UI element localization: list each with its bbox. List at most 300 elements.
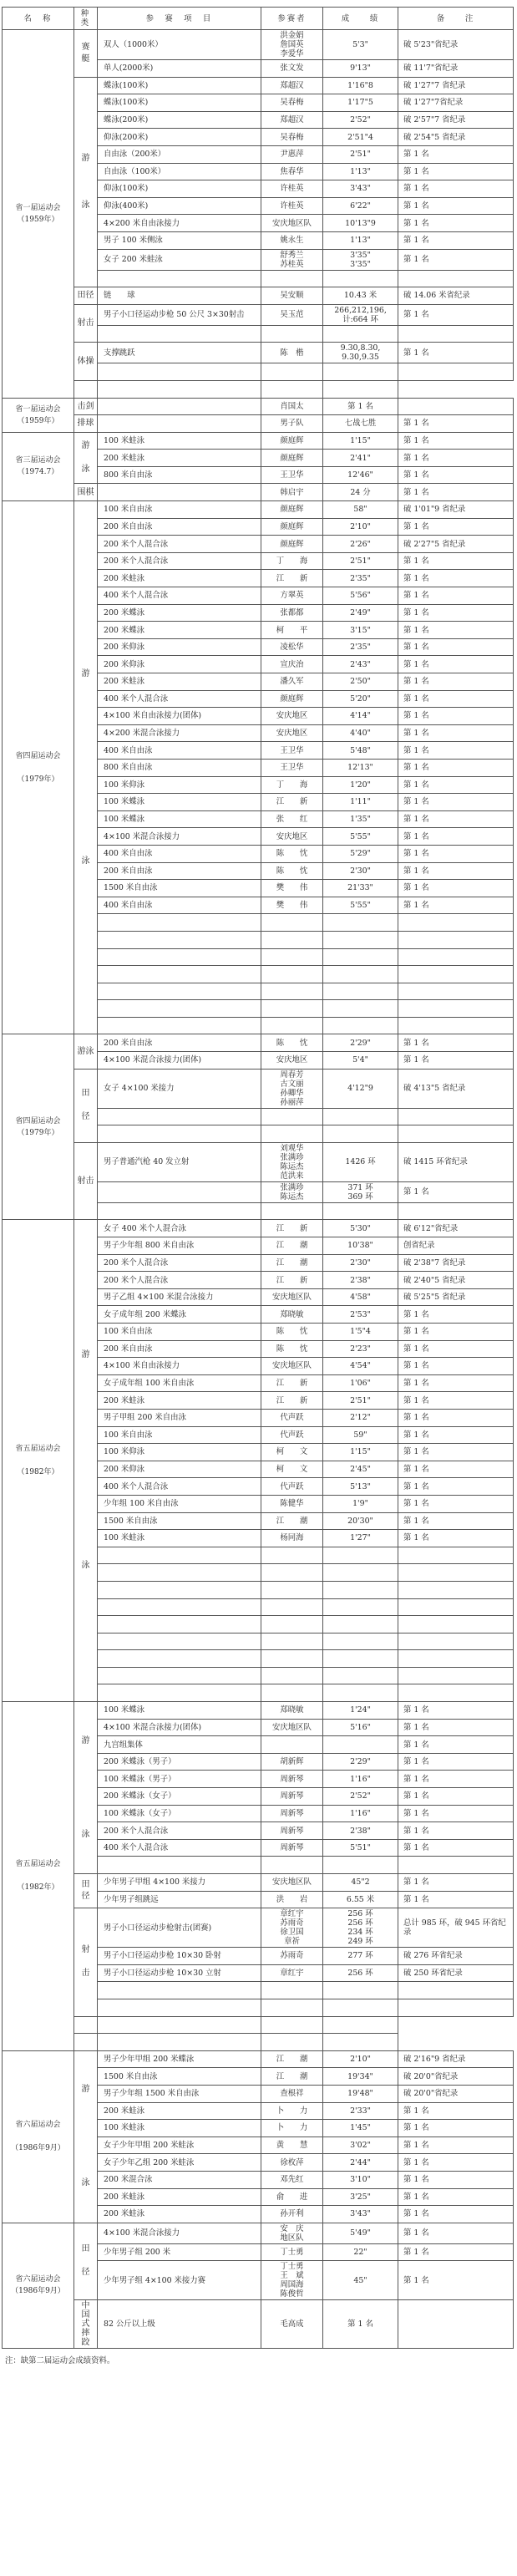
- event-cell: 200 米蝶泳（女子）: [98, 1788, 261, 1806]
- participant-cell: 江 潮: [261, 1254, 323, 1272]
- result-cell: 12'46": [323, 466, 398, 484]
- participant-cell: 安庆地区队: [261, 215, 323, 232]
- participant-cell: [261, 931, 323, 948]
- table-row: [3, 1142, 514, 1181]
- participant-cell: [261, 363, 323, 381]
- table-row: [3, 2016, 514, 2034]
- participant-cell: 吴安顺: [261, 287, 323, 305]
- participant-cell: 郑晓敏: [261, 1702, 323, 1720]
- result-cell: [323, 914, 398, 932]
- event-cell: 女子 400 米个人混合泳: [98, 1220, 261, 1237]
- event-cell: 少年男子组 200 米: [98, 2243, 261, 2261]
- event-cell: [98, 1650, 261, 1668]
- note-cell: [398, 931, 514, 948]
- event-cell: 400 米个人混合泳: [98, 690, 261, 708]
- note-cell: 破 2'54"5 省纪录: [398, 129, 514, 146]
- note-cell: 第 1 名: [398, 759, 514, 776]
- note-cell: 第 1 名: [398, 2223, 514, 2243]
- event-cell: [98, 1181, 261, 1202]
- participant-cell: [261, 1202, 323, 1220]
- note-cell: 第 1 名: [398, 1181, 514, 1202]
- category-cell: 田 径: [74, 2223, 98, 2300]
- note-cell: [398, 1598, 514, 1616]
- event-cell: 少年男子甲组 4×100 米接力: [98, 1874, 261, 1892]
- note-cell: 破 11'7"省纪录: [398, 60, 514, 78]
- result-cell: 2'29": [323, 1753, 398, 1771]
- participant-cell: 颜庭辉: [261, 450, 323, 467]
- event-cell: 4×100 米混合泳接力(团体): [98, 1052, 261, 1070]
- note-cell: 第 1 名: [398, 304, 514, 325]
- note-cell: 第 1 名: [398, 2154, 514, 2172]
- result-cell: 5'4": [323, 1052, 398, 1070]
- category-cell: 游 泳: [74, 77, 98, 287]
- result-cell: 1'5"4: [323, 1324, 398, 1341]
- event-cell: 链 球: [98, 287, 261, 305]
- note-cell: 第 1 名: [398, 180, 514, 198]
- participant-cell: 陈 忱: [261, 1034, 323, 1052]
- result-cell: [323, 1650, 398, 1668]
- note-cell: [398, 1202, 514, 1220]
- result-cell: 5'55": [323, 897, 398, 914]
- note-cell: 第 1 名: [398, 1392, 514, 1410]
- category-cell: 游 泳: [74, 2050, 98, 2223]
- category-cell: 田径: [74, 287, 98, 305]
- category-cell: 田 径: [74, 1069, 98, 1142]
- event-cell: 4×100 米自由泳接力: [98, 1358, 261, 1375]
- participant-cell: 王卫华: [261, 742, 323, 760]
- event-cell: 100 米自由泳: [98, 1426, 261, 1444]
- participant-cell: 张文发: [261, 60, 323, 78]
- result-cell: 2'52": [323, 1788, 398, 1806]
- event-cell: 4×100 米混合泳接力: [98, 2223, 261, 2243]
- note-cell: 破 276 环省纪录: [398, 1948, 514, 1965]
- header-name: 名 称: [3, 8, 74, 30]
- event-cell: 200 米个人混合泳: [98, 1254, 261, 1272]
- result-cell: 4'58": [323, 1288, 398, 1306]
- event-cell: 单人(2000米): [98, 60, 261, 78]
- note-cell: 第 1 名: [398, 249, 514, 270]
- event-cell: 200 米蝶泳: [98, 604, 261, 622]
- event-cell: 男子 100 米侧泳: [98, 231, 261, 249]
- participant-cell: 卜 力: [261, 2102, 323, 2120]
- note-cell: [323, 2034, 398, 2051]
- participant-cell: [261, 1650, 323, 1668]
- note-cell: 第 1 名: [398, 231, 514, 249]
- event-cell: 4×100 米混合泳接力(团体): [98, 1719, 261, 1736]
- result-cell: 1'16": [323, 1805, 398, 1822]
- category-cell: 赛 艇: [74, 30, 98, 78]
- event-cell: 200 米蛙泳: [98, 2102, 261, 2120]
- note-cell: 第 1 名: [398, 215, 514, 232]
- note-cell: 第 1 名: [398, 1839, 514, 1857]
- result-cell: 5'16": [323, 1719, 398, 1736]
- result-cell: 2'23": [323, 1340, 398, 1358]
- participant-cell: [261, 1736, 323, 1754]
- result-cell: 1'9": [323, 1495, 398, 1512]
- participant-cell: 徐枚萍: [261, 2154, 323, 2172]
- table-row: [3, 432, 514, 450]
- event-cell: 男子小口径运动步枪 10×30 立射: [98, 1964, 261, 1982]
- result-cell: [323, 1202, 398, 1220]
- note-cell: 第 1 名: [398, 656, 514, 673]
- note-cell: 第 1 名: [398, 1478, 514, 1496]
- note-cell: [398, 1017, 514, 1034]
- participant-cell: 江 新: [261, 1374, 323, 1392]
- result-cell: [323, 1616, 398, 1633]
- result-cell: 10.43 米: [323, 287, 398, 305]
- participant-cell: 王卫华: [261, 466, 323, 484]
- note-cell: 破 1'01"9 省纪录: [398, 501, 514, 519]
- note-cell: 破 2'57"7 省纪录: [398, 111, 514, 129]
- note-cell: 破 6'12"省纪录: [398, 1220, 514, 1237]
- table-row: [3, 77, 514, 94]
- event-cell: 男子甲组 200 米自由泳: [98, 1409, 261, 1426]
- result-cell: 19'34": [323, 2068, 398, 2086]
- event-cell: 200 米个人混合泳: [98, 1822, 261, 1840]
- result-cell: 21'33": [323, 880, 398, 897]
- note-cell: 第 1 名: [398, 1736, 514, 1754]
- event-cell: 200 米蛙泳: [98, 1392, 261, 1410]
- participant-cell: 宣庆治: [261, 656, 323, 673]
- event-cell: 200 米蛙泳: [98, 2188, 261, 2206]
- participant-cell: 周新琴: [261, 1822, 323, 1840]
- table-header: [3, 8, 514, 30]
- participant-cell: 吴春梅: [261, 94, 323, 112]
- table-row: [3, 415, 514, 433]
- note-cell: 第 1 名: [398, 742, 514, 760]
- result-cell: [323, 1125, 398, 1143]
- result-cell: 1'16"8: [323, 77, 398, 94]
- participant-cell: 颜庭辉: [261, 501, 323, 519]
- participant-cell: 安庆地区: [261, 708, 323, 725]
- event-cell: 蝶泳(100米): [98, 77, 261, 94]
- result-cell: 3'15": [323, 622, 398, 639]
- participant-cell: [261, 1017, 323, 1034]
- participant-cell: 陈 忱: [261, 862, 323, 880]
- note-cell: 第 1 名: [398, 1358, 514, 1375]
- header-event: 参 赛 项 目: [98, 8, 261, 30]
- result-cell: 2'35": [323, 570, 398, 587]
- results-document: [2, 7, 513, 2365]
- result-cell: [323, 1667, 398, 1684]
- event-cell: [98, 1999, 261, 2016]
- note-cell: [398, 1684, 514, 1702]
- event-cell: 100 米仰泳: [98, 1444, 261, 1461]
- result-cell: 第 1 名: [323, 398, 398, 415]
- result-cell: 1426 环: [323, 1142, 398, 1181]
- participant-cell: 江 潮: [261, 1512, 323, 1530]
- event-cell: 女子成年组 200 米蝶泳: [98, 1306, 261, 1324]
- participant-cell: 章红宇 苏雨奇 徐卫国 章祈: [261, 1908, 323, 1948]
- result-cell: 1'11": [323, 794, 398, 811]
- result-cell: 5'48": [323, 742, 398, 760]
- note-cell: 创省纪录: [398, 1237, 514, 1255]
- participant-cell: 孙开利: [261, 2206, 323, 2223]
- event-cell: [98, 1108, 261, 1125]
- participant-cell: 代声跃: [261, 1478, 323, 1496]
- result-cell: 1'15": [323, 432, 398, 450]
- result-cell: 12'13": [323, 759, 398, 776]
- participant-cell: [98, 380, 261, 398]
- result-cell: [261, 2034, 323, 2051]
- result-cell: 58": [323, 501, 398, 519]
- category-cell: 中 国 式 摔 跤: [74, 2300, 98, 2349]
- participant-cell: 安庆地区队: [261, 1358, 323, 1375]
- note-cell: [398, 1000, 514, 1018]
- event-cell: [74, 2016, 98, 2034]
- participant-cell: 许桂英: [261, 180, 323, 198]
- event-cell: 200 米蝶泳（男子）: [98, 1753, 261, 1771]
- participant-cell: 张 红: [261, 810, 323, 828]
- participant-cell: 周新琴: [261, 1805, 323, 1822]
- meet-name-cell: 省四届运动会 （1979年）: [3, 1034, 74, 1220]
- participant-cell: [261, 270, 323, 287]
- result-cell: 277 环: [323, 1948, 398, 1965]
- participant-cell: 江 新: [261, 570, 323, 587]
- event-cell: [98, 270, 261, 287]
- note-cell: 第 1 名: [398, 2188, 514, 2206]
- meet-name-cell: 省五届运动会 （1982年）: [3, 1220, 74, 1702]
- result-cell: 4'54": [323, 1358, 398, 1375]
- participant-cell: 毛高成: [261, 2300, 323, 2349]
- result-cell: 2'30": [323, 1254, 398, 1272]
- meet-name-cell: 省三届运动会 （1974.7）: [3, 432, 74, 500]
- result-cell: 2'51": [323, 145, 398, 163]
- participant-cell: [261, 1684, 323, 1702]
- note-cell: 第 1 名: [398, 432, 514, 450]
- participant-cell: 韩启宇: [261, 484, 323, 501]
- note-cell: 第 1 名: [398, 638, 514, 656]
- note-cell: [398, 1547, 514, 1564]
- category-cell: 游泳: [74, 1034, 98, 1069]
- note-cell: [398, 983, 514, 1000]
- participant-cell: 颜庭辉: [261, 432, 323, 450]
- participant-cell: 吴春梅: [261, 129, 323, 146]
- note-cell: [398, 363, 514, 381]
- note-cell: 第 1 名: [398, 484, 514, 501]
- note-cell: 破 2'16"9 省纪录: [398, 2050, 514, 2068]
- note-cell: 第 1 名: [398, 1306, 514, 1324]
- event-cell: [98, 1125, 261, 1143]
- result-cell: [323, 1857, 398, 1874]
- result-cell: 5'30": [323, 1220, 398, 1237]
- result-cell: [323, 1598, 398, 1616]
- participant-cell: [261, 914, 323, 932]
- participant-cell: 章红宇: [261, 1964, 323, 1982]
- participant-cell: 许桂英: [261, 197, 323, 215]
- event-cell: 男子少年组 800 米自由泳: [98, 1237, 261, 1255]
- note-cell: [323, 380, 398, 398]
- note-cell: 第 1 名: [398, 1702, 514, 1720]
- note-cell: 第 1 名: [398, 2206, 514, 2223]
- note-cell: 破 20'0"省纪录: [398, 2068, 514, 2086]
- note-cell: 第 1 名: [398, 1512, 514, 1530]
- event-cell: 1500 米自由泳: [98, 880, 261, 897]
- participant-cell: [261, 1999, 323, 2016]
- event-cell: 100 米仰泳: [98, 776, 261, 794]
- event-cell: 少年男子组跳远: [98, 1891, 261, 1908]
- event-cell: 女子少年甲组 200 米蛙泳: [98, 2137, 261, 2154]
- result-cell: 2'29": [323, 1034, 398, 1052]
- participant-cell: 洪 岩: [261, 1891, 323, 1908]
- result-cell: 5'51": [323, 1839, 398, 1857]
- note-cell: 第 1 名: [398, 1805, 514, 1822]
- result-cell: 4'14": [323, 708, 398, 725]
- participant-cell: 江 新: [261, 1272, 323, 1289]
- result-cell: 2'50": [323, 673, 398, 691]
- note-cell: 第 1 名: [398, 604, 514, 622]
- event-cell: 女子 4×100 米接力: [98, 1069, 261, 1108]
- category-cell: 围棋: [74, 484, 98, 501]
- note-cell: 第 1 名: [398, 552, 514, 570]
- table-row: [3, 343, 514, 363]
- participant-cell: 邓先红: [261, 2171, 323, 2188]
- note-cell: 第 1 名: [398, 1771, 514, 1788]
- table-row: [3, 287, 514, 305]
- result-cell: 1'15": [323, 1444, 398, 1461]
- participant-cell: [261, 1616, 323, 1633]
- result-cell: 1'06": [323, 1374, 398, 1392]
- event-cell: 100 米蝶泳: [98, 794, 261, 811]
- result-cell: 1'27": [323, 1530, 398, 1547]
- note-cell: 第 1 名: [398, 415, 514, 433]
- participant-cell: 陈 忱: [261, 1340, 323, 1358]
- table-body: [3, 30, 514, 2349]
- event-cell: 1500 米自由泳: [98, 1512, 261, 1530]
- participant-cell: 黄 慧: [261, 2137, 323, 2154]
- result-cell: 2'49": [323, 604, 398, 622]
- note-cell: 第 1 名: [398, 1891, 514, 1908]
- event-cell: 4×100 米自由泳接力(团体): [98, 708, 261, 725]
- result-cell: 256 环 256 环 234 环 249 环: [323, 1908, 398, 1948]
- note-cell: 第 1 名: [398, 880, 514, 897]
- participant-cell: 郑超汉: [261, 111, 323, 129]
- header-note: 备 注: [398, 8, 514, 30]
- event-cell: 200 米蛙泳: [98, 2206, 261, 2223]
- participant-cell: 柯 文: [261, 1461, 323, 1478]
- result-cell: 5'49": [323, 2223, 398, 2243]
- category-cell: 游 泳: [74, 432, 98, 484]
- event-cell: 200 米自由泳: [98, 1340, 261, 1358]
- table-row: [3, 484, 514, 501]
- table-row: [3, 1908, 514, 1948]
- result-cell: 2'43": [323, 656, 398, 673]
- footnote: 注：缺第二届运动会成绩资料。: [5, 2356, 115, 2366]
- participant-cell: 男子队: [261, 415, 323, 433]
- event-cell: 400 米个人混合泳: [98, 1478, 261, 1496]
- event-cell: [98, 484, 261, 501]
- table-row: [3, 304, 514, 325]
- note-cell: 第 1 名: [398, 1753, 514, 1771]
- result-cell: 45"2: [323, 1874, 398, 1892]
- result-cell: 5'20": [323, 690, 398, 708]
- note-cell: 第 1 名: [398, 466, 514, 484]
- event-cell: 男子少年甲组 200 米蝶泳: [98, 2050, 261, 2068]
- participant-cell: [261, 1667, 323, 1684]
- participant-cell: 安庆地区队: [261, 1288, 323, 1306]
- category-cell: 射击: [74, 1142, 98, 1220]
- event-cell: 200 米仰泳: [98, 1461, 261, 1478]
- result-cell: 6.55 米: [323, 1891, 398, 1908]
- participant-cell: 安庆地区: [261, 1052, 323, 1070]
- event-cell: [98, 1564, 261, 1582]
- event-cell: 男子普通汽枪 40 发立射: [98, 1142, 261, 1181]
- category-cell: 射 击: [74, 1908, 98, 2016]
- result-cell: 2'41": [323, 450, 398, 467]
- result-cell: 266,212,196, 计:664 环: [323, 304, 398, 325]
- participant-cell: 吴玉范: [261, 304, 323, 325]
- event-cell: 蝶泳(200米): [98, 111, 261, 129]
- note-cell: [398, 914, 514, 932]
- result-cell: [323, 1564, 398, 1582]
- result-cell: 1'35": [323, 810, 398, 828]
- result-cell: [323, 1000, 398, 1018]
- participant-cell: 周新琴: [261, 1771, 323, 1788]
- event-cell: 男子小口径运动步枪射击(团赛): [98, 1908, 261, 1948]
- event-cell: 200 米仰泳: [98, 638, 261, 656]
- participant-cell: [261, 1108, 323, 1125]
- meet-name-cell: 省六届运动会 （1986年9月）: [3, 2050, 74, 2223]
- note-cell: 破 1'27"7 省纪录: [398, 77, 514, 94]
- note-cell: 第 1 名: [398, 1719, 514, 1736]
- note-cell: 第 1 名: [398, 810, 514, 828]
- note-cell: [398, 398, 514, 415]
- event-cell: 100 米蝶泳（男子）: [98, 1771, 261, 1788]
- event-cell: 双人（1000米）: [98, 30, 261, 60]
- note-cell: 第 1 名: [398, 1374, 514, 1392]
- event-cell: 少年男子组 4×100 米接力赛: [98, 2261, 261, 2300]
- result-cell: 45": [323, 2261, 398, 2300]
- event-cell: [98, 931, 261, 948]
- participant-cell: 苏雨奇: [261, 1948, 323, 1965]
- participant-cell: 安 庆 地区队: [261, 2223, 323, 2243]
- result-cell: 3'02": [323, 2137, 398, 2154]
- note-cell: [398, 325, 514, 343]
- table-row: [3, 398, 514, 415]
- table-row: [3, 1069, 514, 1108]
- participant-cell: [261, 1982, 323, 1999]
- event-cell: [98, 914, 261, 932]
- participant-cell: 方翠英: [261, 587, 323, 605]
- table-row: [3, 1034, 514, 1052]
- result-cell: 19'48": [323, 2085, 398, 2102]
- result-cell: [323, 931, 398, 948]
- event-cell: 100 米蛙泳: [98, 1530, 261, 1547]
- note-cell: 破 4'13"5 省纪录: [398, 1069, 514, 1108]
- note-cell: 第 1 名: [398, 2120, 514, 2137]
- result-cell: 5'13": [323, 1478, 398, 1496]
- note-cell: 第 1 名: [398, 673, 514, 691]
- event-cell: 4×100 米混合泳接力: [98, 828, 261, 846]
- participant-cell: 安庆地区: [261, 724, 323, 742]
- note-cell: 第 1 名: [398, 1461, 514, 1478]
- event-cell: 4×200 米混合泳接力: [98, 724, 261, 742]
- participant-cell: 樊 伟: [261, 897, 323, 914]
- participant-cell: 代声跃: [261, 1409, 323, 1426]
- category-cell: 游 泳: [74, 1702, 98, 1874]
- event-cell: 200 米蛙泳: [98, 450, 261, 467]
- result-cell: [323, 1108, 398, 1125]
- note-cell: [398, 270, 514, 287]
- event-cell: [98, 1017, 261, 1034]
- result-cell: [323, 1017, 398, 1034]
- participant-cell: 焦春华: [261, 163, 323, 180]
- event-cell: 自由泳（100米）: [98, 163, 261, 180]
- header-category: 种类: [74, 8, 98, 30]
- note-cell: 第 1 名: [398, 776, 514, 794]
- meet-name-cell: 省一届运动会 （1959年）: [3, 30, 74, 399]
- event-cell: 200 米蛙泳: [98, 570, 261, 587]
